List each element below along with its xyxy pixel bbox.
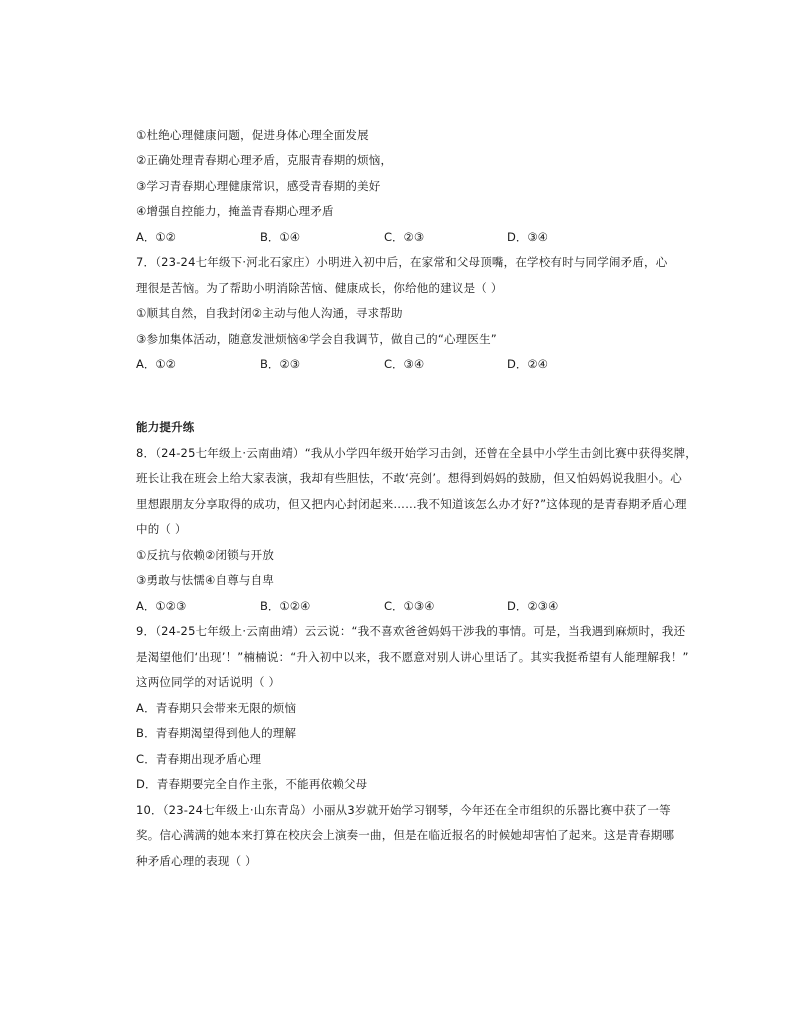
section-title: 能力提升练 [136, 420, 195, 434]
question-9-option-b[interactable]: B．青春期渴望得到他人的理解 [136, 726, 297, 740]
question-8-line-3: 里想跟朋友分享取得的成功，但又把内心封闭起来……我不知道该怎么办才好?”这体现的是青春期矛盾心理 [136, 497, 687, 511]
question-8-line-2: 班长让我在班会上给大家表演，我却有些胆怯，不敢‘亮剑’。想得到妈妈的鼓励，但又怕妈妈说我胆小。心 [136, 471, 682, 485]
option-b[interactable]: B．①④ [260, 230, 301, 244]
question-9-line-1: 9．（24-25七年级上·云南曲靖）云云说：“我不喜欢爸爸妈妈干涉我的事情。可是，当我遇到麻烦时，我还 [136, 624, 686, 638]
option-a[interactable]: A．①② [136, 230, 176, 244]
question-7-statement-1: ①顺其自然，自我封闭②主动与他人沟通，寻求帮助 [136, 306, 403, 320]
statement-4: ④增强自控能力，掩盖青春期心理矛盾 [136, 204, 334, 218]
question-8-option-d[interactable]: D．②③④ [507, 599, 559, 613]
question-8-option-a[interactable]: A．①②③ [136, 599, 187, 613]
question-7-option-c[interactable]: C．③④ [384, 357, 425, 371]
question-10-line-1: 10．（23-24七年级上·山东青岛）小丽从3岁就开始学习钢琴，今年还在全市组织的乐器比赛中获了一等 [136, 803, 671, 817]
question-10-line-2: 奖。信心满满的她本来打算在校庆会上演奏一曲，但是在临近报名的时候她却害怕了起来。这是青春期哪 [136, 828, 675, 842]
option-c[interactable]: C．②③ [384, 230, 425, 244]
question-7-option-a[interactable]: A．①② [136, 357, 176, 371]
question-7-line-2: 理很是苦恼。为了帮助小明消除苦恼、健康成长，你给他的建议是（ ） [136, 281, 503, 295]
statement-2: ②正确处理青春期心理矛盾，克服青春期的烦恼， [136, 153, 393, 167]
question-8-statement-2: ③勇敢与怯懦④自尊与自卑 [136, 573, 275, 587]
question-9-line-2: 是渴望他们‘出现’！”楠楠说：“升入初中以来，我不愿意对别人讲心里话了。其实我挺希望有人能理解我！” [136, 650, 689, 664]
question-7-option-d[interactable]: D．②④ [507, 357, 548, 371]
option-d[interactable]: D．③④ [507, 230, 548, 244]
question-9-line-3: 这两位同学的对话说明（ ） [136, 675, 281, 689]
question-7-statement-2: ③参加集体活动，随意发泄烦恼④学会自我调节，做自己的“心理医生” [136, 332, 497, 346]
question-8-line-1: 8．（24-25七年级上·云南曲靖）“我从小学四年级开始学习击剑，还曾在全县中小学生击剑比赛中获得奖牌， [136, 446, 697, 460]
question-9-option-c[interactable]: C．青春期出现矛盾心理 [136, 752, 262, 766]
question-7-option-b[interactable]: B．②③ [260, 357, 301, 371]
question-10-line-3: 种矛盾心理的表现（ ） [136, 854, 257, 868]
question-8-line-4: 中的（ ） [136, 522, 187, 536]
question-8-statement-1: ①反抗与依赖②闭锁与开放 [136, 548, 275, 562]
question-9-option-a[interactable]: A．青春期只会带来无限的烦恼 [136, 701, 297, 715]
question-8-option-c[interactable]: C．①③④ [384, 599, 435, 613]
question-7-line-1: 7．（23-24七年级下·河北石家庄）小明进入初中后，在家常和父母顶嘴，在学校有时与同学闹矛盾，心 [136, 255, 668, 269]
statement-3: ③学习青春期心理健康常识，感受青春期的美好 [136, 179, 381, 193]
question-8-option-b[interactable]: B．①②④ [260, 599, 311, 613]
statement-1: ①杜绝心理健康问题，促进身体心理全面发展 [136, 128, 369, 142]
question-9-option-d[interactable]: D．青春期要完全自作主张，不能再依赖父母 [136, 777, 368, 791]
